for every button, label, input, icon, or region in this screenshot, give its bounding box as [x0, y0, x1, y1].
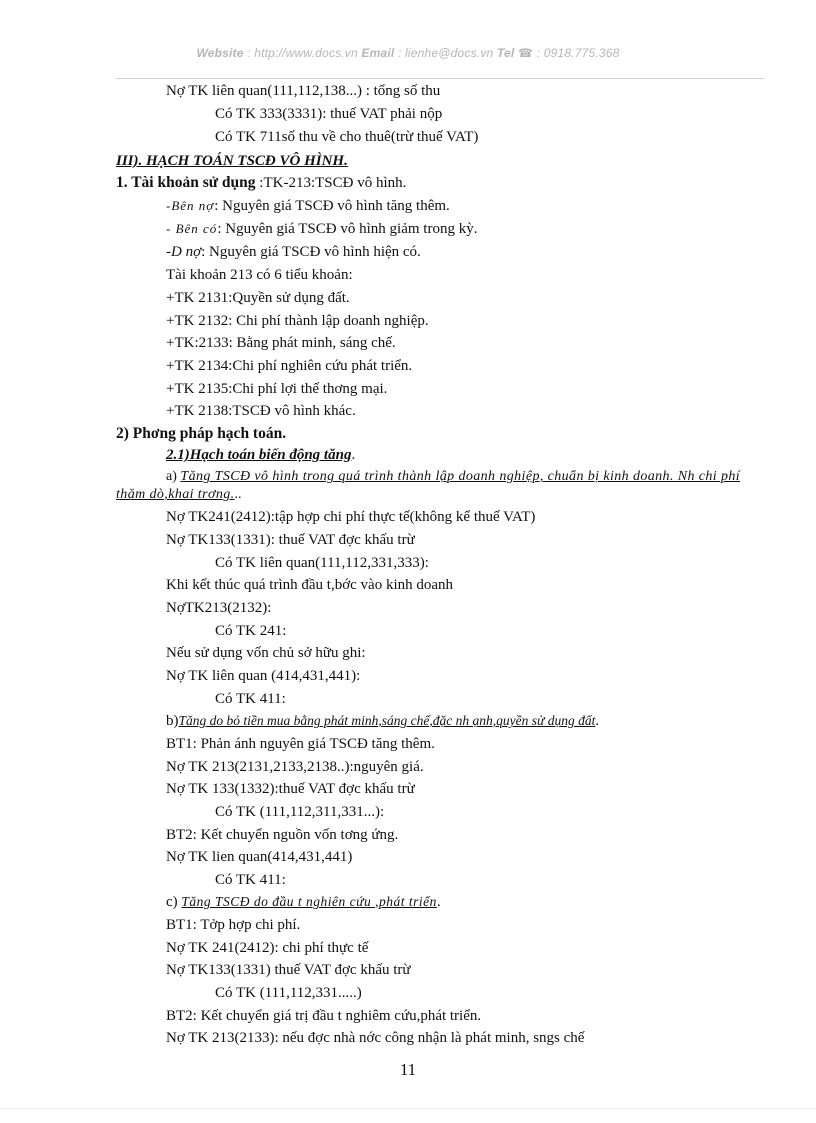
case-title: Tăng TSCĐ do đầu t nghiên cứu ,phát triển — [181, 894, 437, 909]
case-prefix: c) — [166, 894, 182, 910]
debit-text: : Nguyên giá TSCĐ vô hình tăng thêm. — [214, 198, 450, 214]
case-prefix: b) — [166, 713, 179, 729]
page-header — [0, 46, 816, 60]
credit-text: : Nguyên giá TSCĐ vô hình giảm trong kỳ. — [217, 221, 478, 237]
subsection-dot: . — [351, 447, 356, 463]
text-line: Nợ TK liên quan (414,431,441): — [166, 668, 361, 684]
text-line: Nợ TK liên quan(111,112,138...) : tổng số thu — [166, 83, 441, 99]
balance-text: : Nguyên giá TSCĐ vô hình hiện có. — [201, 244, 421, 260]
case-title: Tăng TSCĐ vô hình trong quá trình thành lập doanh nghiệp, chuẩn bị kinh doanh. Nh chi phí thăm dò,khai trơng. — [116, 469, 741, 502]
text-line: BT1: Tởp hợp chi phí. — [166, 917, 301, 933]
text-line: Tài khoản 213 có 6 tiểu khoản: — [166, 267, 353, 283]
text-line: NợTK213(2132): — [166, 600, 272, 616]
subsection-heading: 2) Phơng pháp hạch toán. — [116, 425, 287, 442]
text-line: Có TK 333(3331): thuế VAT phải nộp — [215, 106, 443, 122]
subsection-heading — [166, 446, 355, 464]
text-line: +TK 2135:Chi phí lợi thế thơng mại. — [166, 381, 388, 397]
subsection-title: 1. Tài khoản sử dụng — [116, 174, 256, 191]
text-line: +TK 2131:Quyền sử dụng đất. — [166, 290, 350, 306]
text-line: BT2: Kết chuyển nguồn vốn tơng ứng. — [166, 827, 399, 843]
text-line: Khi kết thúc quá trình đầu t,bớc vào kinh doanh — [166, 577, 454, 593]
website-label: Website — [196, 46, 244, 60]
case-tail: .. — [234, 487, 242, 502]
email-label: Email — [361, 46, 395, 60]
case-title: Tăng do bỏ tiền mua bằng phát minh,sáng chế,đặc nh ạnh,quyền sử dụng đất — [178, 713, 596, 728]
text-line: +TK 2138:TSCĐ vô hình khác. — [166, 403, 356, 419]
text-line: Nợ TK 133(1332):thuế VAT đợc khấu trừ — [166, 781, 415, 797]
text-line: Nếu sử dụng vốn chủ sở hữu ghi: — [166, 645, 366, 661]
text-line: Có TK (111,112,311,331...): — [215, 804, 385, 820]
text-line: +TK 2134:Chi phí nghiên cứu phát triển. — [166, 358, 413, 374]
text-line: Có TK 411: — [215, 872, 286, 888]
subsection-heading — [116, 174, 406, 192]
subsection-title: 2.1)Hạch toán biến động tăng — [166, 447, 352, 463]
text-line: Nợ TK 213(2131,2133,2138..):nguyên giá. — [166, 759, 424, 775]
case-prefix: a) — [166, 469, 181, 484]
text-line: Có TK 711số thu về cho thuê(trừ thuế VAT) — [215, 129, 479, 145]
text-line — [166, 220, 477, 238]
credit-label: - Bên có — [166, 221, 218, 236]
text-line: BT2: Kết chuyển giá trị đầu t nghiêm cứu,phát triển. — [166, 1008, 482, 1024]
case-heading — [166, 893, 441, 911]
text-line: BT1: Phản ánh nguyên giá TSCĐ tăng thêm. — [166, 736, 435, 752]
text-line: Có TK 411: — [215, 691, 286, 707]
text-line: Nợ TK lien quan(414,431,441) — [166, 849, 353, 865]
email-address: : lienhe@docs.vn — [394, 46, 497, 60]
text-line: +TK 2132: Chi phí thành lập doanh nghiệp. — [166, 313, 429, 329]
text-line: Có TK liên quan(111,112,331,333): — [215, 555, 429, 571]
website-url: : http://www.docs.vn — [243, 46, 362, 60]
subsection-rest: :TK-213:TSCĐ vô hình. — [255, 175, 407, 191]
text-line — [166, 243, 421, 261]
page-number: 11 — [399, 1060, 417, 1079]
tel-label: Tel — [496, 46, 515, 60]
text-line: Nợ TK241(2412):tập hợp chi phí thực tế(không kể thuế VAT) — [166, 509, 536, 525]
text-line: Có TK (111,112,331.....) — [215, 985, 362, 1001]
text-line: +TK:2133: Bằng phát minh, sáng chế. — [166, 335, 396, 351]
balance-label: -D nợ — [166, 244, 202, 260]
text-line: Nợ TK133(1331) thuế VAT đợc khấu trừ — [166, 962, 411, 978]
text-line: Nợ TK 213(2133): nếu đợc nhà nớc công nhận là phát minh, sngs chế — [166, 1030, 585, 1046]
case-dot: . — [436, 894, 441, 910]
header-divider — [116, 78, 764, 79]
text-line: Nợ TK 241(2412): chi phí thực tế — [166, 940, 369, 956]
footer-divider — [0, 1108, 816, 1109]
tel-number: ☎ : 0918.775.368 — [514, 46, 620, 60]
text-line: Nợ TK133(1331): thuế VAT đợc khấu trừ — [166, 532, 415, 548]
debit-label: -Bên nợ — [166, 198, 215, 213]
case-heading — [166, 712, 599, 730]
case-dot: . — [595, 713, 600, 729]
text-line — [166, 197, 450, 215]
case-heading — [116, 468, 768, 504]
text-line: Có TK 241: — [215, 623, 287, 639]
section-heading: III). HẠCH TOÁN TSCĐ VÔ HÌNH. — [116, 153, 348, 169]
